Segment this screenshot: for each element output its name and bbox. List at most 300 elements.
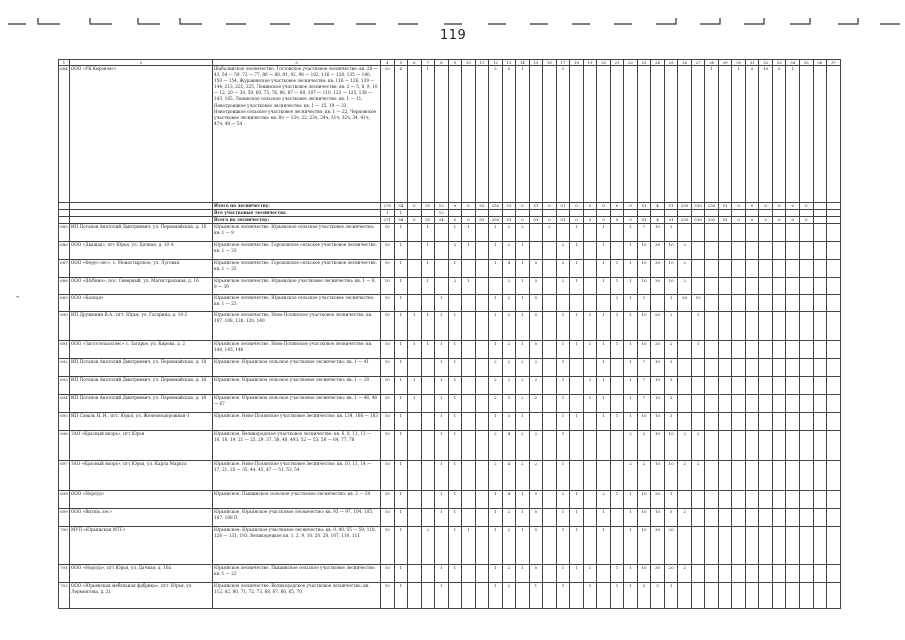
value-cell <box>732 295 746 312</box>
value-cell: 10 <box>651 224 665 242</box>
value-cell: 1 <box>394 509 408 527</box>
value-cell <box>745 341 759 359</box>
value-cell: 0 <box>610 217 624 224</box>
value-cell: 2 <box>678 461 692 491</box>
value-cell <box>718 224 732 242</box>
value-cell: 1 <box>489 565 503 583</box>
value-cell: 10 <box>381 413 395 431</box>
value-cell: 1 <box>408 341 422 359</box>
value-cell <box>529 66 543 203</box>
row-number-cell: 692 <box>59 359 70 377</box>
row-number-cell: 685 <box>59 224 70 242</box>
value-cell <box>462 295 476 312</box>
value-cell <box>435 527 449 565</box>
value-cell: 510 <box>691 203 705 210</box>
column-number: 21 <box>610 60 624 66</box>
value-cell <box>745 413 759 431</box>
value-cell <box>759 210 773 217</box>
value-cell <box>827 312 841 341</box>
value-cell <box>543 341 557 359</box>
forestry-description: Юрьянское лесничество, Ново-Полянское участковое лесничество: кв. 107, 108, 128, 129, 140 <box>213 312 381 341</box>
organization-name: ИП Дружинин В.А., пгт. Юрья, ул. Гагарина, д. 10-2 <box>70 312 213 341</box>
value-cell: 1 <box>516 341 530 359</box>
value-cell: 1 <box>394 395 408 413</box>
value-cell <box>813 377 827 395</box>
value-cell: 51 <box>718 203 732 210</box>
value-cell <box>421 377 435 395</box>
value-cell: 1 <box>516 491 530 509</box>
value-cell <box>813 509 827 527</box>
forestry-description: Юрьянское лесничество, Гороховское сельское участковое лесничество: кв. 1 — 33 <box>213 242 381 260</box>
table-row <box>59 224 841 242</box>
value-cell: 51 <box>637 217 651 224</box>
value-cell <box>421 359 435 377</box>
value-cell <box>759 527 773 565</box>
value-cell: 2 <box>664 312 678 341</box>
value-cell <box>772 565 786 583</box>
value-cell: 2 <box>489 377 503 395</box>
value-cell: 30 <box>651 278 665 295</box>
value-cell <box>570 431 584 461</box>
value-cell <box>421 295 435 312</box>
value-cell: 30 <box>678 295 692 312</box>
value-cell: 10 <box>651 377 665 395</box>
value-cell <box>529 224 543 242</box>
row-number-cell: 699 <box>59 509 70 527</box>
value-cell <box>732 565 746 583</box>
value-cell: 1 <box>394 224 408 242</box>
value-cell <box>448 583 462 609</box>
value-cell <box>705 583 719 609</box>
forestry-description: Юрьянское лесничество, Юрьянское участковое лесничество: кв. 1 — 8, 9 — 39 <box>213 278 381 295</box>
value-cell <box>813 242 827 260</box>
value-cell: 1 <box>610 413 624 431</box>
value-cell <box>827 203 841 210</box>
value-cell: 255 <box>705 217 719 224</box>
table-row <box>59 461 841 491</box>
value-cell: 1 <box>448 431 462 461</box>
value-cell: 10 <box>759 66 773 203</box>
value-cell <box>543 278 557 295</box>
value-cell: 1 <box>489 509 503 527</box>
value-cell <box>759 359 773 377</box>
value-cell <box>827 217 841 224</box>
value-cell <box>786 210 800 217</box>
value-cell: 30 <box>651 565 665 583</box>
organization-name: ИП Потапов Анатолий Дмитриевич, ул. Первомайская, д. 18 <box>70 395 213 413</box>
value-cell <box>408 224 422 242</box>
value-cell: 0 <box>543 217 557 224</box>
column-number: 28 <box>705 60 719 66</box>
value-cell <box>705 224 719 242</box>
value-cell <box>759 491 773 509</box>
value-cell <box>583 260 597 278</box>
value-cell <box>678 491 692 509</box>
value-cell: 1 <box>624 224 638 242</box>
value-cell <box>408 66 422 203</box>
value-cell: 1 <box>732 66 746 203</box>
value-cell <box>799 312 813 341</box>
value-cell: 1 <box>556 431 570 461</box>
value-cell <box>705 377 719 395</box>
value-cell <box>705 341 719 359</box>
value-cell <box>813 565 827 583</box>
value-cell <box>705 395 719 413</box>
value-cell: 1 <box>570 413 584 431</box>
value-cell <box>786 377 800 395</box>
value-cell <box>827 278 841 295</box>
value-cell: 0 <box>799 217 813 224</box>
forestry-description: Шабалинское лесничество, Гостовское участковое лесничество: кв. 28 — 43, 54 — 59, 72 — 77, 86 — 88, 91, 92, 98 — 102, 116 — 120, 135 — 140, 150 — 154, Журавинское участковое лесничество: кв. 116 — 126, 139 — 144, 213, 221, 225, Ленинское участковое лесничество: кв. 2 — 5, 8, 9, 10 — 12, 20 — 30, 59, 60, 75, 76, 86, 87 — 89, 107 — 110, 122 — 125, 138 — 143, 165, Ленинское сельское участковое лесничество: кв. 1 — 11, Новотроицкое участковое лесничество: кв. 1 — 15, 19 — 33, Новотроицкое сельское участковое лесничество: кв. 1 — 22, Черновское участковое лесничество: кв. 8ч — 13ч, 22, 23ч, 24ч, 31ч, 32ч, 34, 41ч, 47ч, 48 — 54 <box>213 66 381 203</box>
value-cell: 1 <box>448 341 462 359</box>
value-cell: 1 <box>610 583 624 609</box>
value-cell <box>786 395 800 413</box>
table-row <box>59 278 841 295</box>
value-cell: 2 <box>448 242 462 260</box>
value-cell <box>421 491 435 509</box>
value-cell <box>448 210 462 217</box>
value-cell <box>610 66 624 203</box>
value-cell <box>772 377 786 395</box>
value-cell <box>745 431 759 461</box>
value-cell: 1 <box>610 260 624 278</box>
row-number-cell: 696 <box>59 431 70 461</box>
value-cell <box>732 359 746 377</box>
value-cell: 1 <box>394 431 408 461</box>
value-cell <box>597 565 611 583</box>
value-cell: 510 <box>691 217 705 224</box>
column-number: 14 <box>516 60 530 66</box>
value-cell: 10 <box>664 242 678 260</box>
value-cell <box>421 509 435 527</box>
value-cell <box>475 312 489 341</box>
column-number: 36 <box>813 60 827 66</box>
value-cell <box>772 242 786 260</box>
value-cell: 1 <box>394 312 408 341</box>
table-row <box>59 509 841 527</box>
value-cell: 1 <box>583 583 597 609</box>
value-cell: 1 <box>462 527 476 565</box>
value-cell: 1 <box>597 359 611 377</box>
value-cell <box>718 242 732 260</box>
value-cell <box>786 565 800 583</box>
value-cell <box>435 278 449 295</box>
value-cell: 0 <box>732 217 746 224</box>
value-cell: 1 <box>489 242 503 260</box>
value-cell: 1 <box>435 295 449 312</box>
value-cell: 1 <box>624 583 638 609</box>
value-cell: 2 <box>678 565 692 583</box>
value-cell <box>691 565 705 583</box>
value-cell: 1 <box>516 527 530 565</box>
value-cell: 1 <box>421 242 435 260</box>
value-cell: 7 <box>637 359 651 377</box>
column-number: 17 <box>556 60 570 66</box>
value-cell: 2 <box>489 359 503 377</box>
value-cell <box>408 461 422 491</box>
value-cell <box>827 527 841 565</box>
value-cell <box>408 242 422 260</box>
value-cell <box>813 359 827 377</box>
value-cell <box>718 413 732 431</box>
value-cell <box>570 461 584 491</box>
value-cell <box>786 278 800 295</box>
value-cell: 1 <box>610 312 624 341</box>
value-cell: 53 <box>475 203 489 210</box>
value-cell <box>475 527 489 565</box>
value-cell <box>718 461 732 491</box>
value-cell: 1 <box>556 413 570 431</box>
value-cell <box>543 413 557 431</box>
value-cell <box>462 431 476 461</box>
value-cell <box>583 210 597 217</box>
value-cell: 1 <box>570 312 584 341</box>
value-cell: 0 <box>570 217 584 224</box>
value-cell: 5 <box>745 66 759 203</box>
value-cell <box>745 377 759 395</box>
value-cell <box>827 461 841 491</box>
table-row <box>59 377 841 395</box>
value-cell <box>678 377 692 395</box>
forestry-description: Юрьянское лесничество, Юрьянское сельское участковое лесничество: кв. 1 — 23 <box>213 295 381 312</box>
value-cell: 2 <box>502 341 516 359</box>
value-cell: 2 <box>516 395 530 413</box>
value-cell: 5 <box>502 66 516 203</box>
value-cell <box>772 491 786 509</box>
org-cell <box>70 210 213 217</box>
value-cell: 10 <box>637 509 651 527</box>
value-cell <box>718 66 732 203</box>
value-cell <box>637 210 651 217</box>
value-cell: 7 <box>637 377 651 395</box>
value-cell <box>799 377 813 395</box>
value-cell: 2 <box>691 461 705 491</box>
value-cell: 1 <box>394 210 408 217</box>
value-cell: 10 <box>381 278 395 295</box>
column-number: 12 <box>489 60 503 66</box>
value-cell <box>786 359 800 377</box>
value-cell <box>691 66 705 203</box>
value-cell <box>475 359 489 377</box>
value-cell: 2 <box>516 377 530 395</box>
value-cell <box>799 210 813 217</box>
organization-name: ООО «УК Кировлес» <box>70 66 213 203</box>
value-cell: 1 <box>462 224 476 242</box>
value-cell: 10 <box>381 583 395 609</box>
value-cell: 1 <box>597 527 611 565</box>
value-cell: 1 <box>435 431 449 461</box>
value-cell: 1 <box>516 278 530 295</box>
row-number-cell: 702 <box>59 583 70 609</box>
column-number: 13 <box>502 60 516 66</box>
value-cell <box>691 413 705 431</box>
column-number: 24 <box>651 60 665 66</box>
value-cell <box>827 413 841 431</box>
column-number: 10 <box>462 60 476 66</box>
value-cell <box>759 341 773 359</box>
value-cell <box>813 461 827 491</box>
value-cell: 10 <box>637 278 651 295</box>
forestry-description: Юрьянское лесничество, Гороховское сельское участковое лесничество: кв. 1 — 32 <box>213 260 381 278</box>
value-cell <box>732 431 746 461</box>
value-cell: 1 <box>489 491 503 509</box>
value-cell: 1 <box>597 509 611 527</box>
value-cell <box>786 527 800 565</box>
value-cell: 1 <box>556 565 570 583</box>
value-cell: 1 <box>570 242 584 260</box>
value-cell: 3 <box>664 377 678 395</box>
value-cell: 1 <box>556 395 570 413</box>
value-cell: 1 <box>570 565 584 583</box>
value-cell: 3 <box>664 224 678 242</box>
forestry-description: Юрьянское, Юрьянское участковое лесничество: кв. 93 — 97, 104, 105, 107, 108 П <box>213 509 381 527</box>
value-cell <box>583 278 597 295</box>
value-cell <box>718 377 732 395</box>
value-cell <box>718 527 732 565</box>
value-cell <box>772 583 786 609</box>
value-cell: 1 <box>624 278 638 295</box>
value-cell: 1 <box>394 341 408 359</box>
forestry-description: Юрьянское: Юрьянское участковое лесничество: кв. 9, 40, 55 — 59, 118, 126 — 131, 193, Великорецкое кв. 1, 2, 9, 10, 20, 28, 107, 110, 111 <box>213 527 381 565</box>
value-cell <box>813 527 827 565</box>
value-cell <box>827 341 841 359</box>
value-cell <box>610 509 624 527</box>
organization-name: ООО «Норлуд» <box>70 491 213 509</box>
value-cell: 10 <box>381 224 395 242</box>
total-row <box>59 203 841 210</box>
value-cell: 2 <box>678 242 692 260</box>
value-cell: 10 <box>637 242 651 260</box>
value-cell <box>583 224 597 242</box>
value-cell: 2 <box>516 359 530 377</box>
value-cell: 0 <box>543 203 557 210</box>
value-cell: 1 <box>435 461 449 491</box>
value-cell: 2 <box>637 461 651 491</box>
value-cell: 54 <box>394 217 408 224</box>
value-cell: 0 <box>448 217 462 224</box>
value-cell: 51 <box>502 217 516 224</box>
value-cell <box>705 295 719 312</box>
value-cell <box>799 583 813 609</box>
value-cell <box>799 491 813 509</box>
value-cell <box>827 431 841 461</box>
forestry-description: Юрьянское, Юрьянское сельское участковое лесничество: кв. 1 — 18 <box>213 377 381 395</box>
org-cell <box>70 203 213 210</box>
value-cell: 1 <box>516 242 530 260</box>
table-row <box>59 565 841 583</box>
total-label: Всего по лесничеству: <box>213 217 381 224</box>
value-cell: 1 <box>435 359 449 377</box>
column-number: 34 <box>786 60 800 66</box>
value-cell: 10 <box>651 431 665 461</box>
value-cell: 3 <box>502 413 516 431</box>
value-cell <box>610 210 624 217</box>
value-cell: 10 <box>381 431 395 461</box>
value-cell: 1 <box>394 565 408 583</box>
value-cell: 10 <box>381 260 395 278</box>
forestry-description: Юрьянское, Ново-Полянское участковое лесничество: кв. 134, 166 — 183 <box>213 413 381 431</box>
value-cell <box>691 260 705 278</box>
value-cell <box>827 260 841 278</box>
value-cell: 5 <box>529 527 543 565</box>
value-cell: 270 <box>381 203 395 210</box>
table-row <box>59 312 841 341</box>
value-cell <box>705 431 719 461</box>
organization-name: ИП Потапов Анатолий Дмитриевич, ул. Первомайская, д. 18 <box>70 377 213 395</box>
table-row <box>59 260 841 278</box>
value-cell <box>705 509 719 527</box>
value-cell: 51 <box>556 203 570 210</box>
value-cell: 1 <box>624 377 638 395</box>
column-number: 4 <box>381 60 395 66</box>
value-cell: 30 <box>651 242 665 260</box>
value-cell: 255 <box>489 203 503 210</box>
value-cell <box>435 224 449 242</box>
value-cell <box>745 278 759 295</box>
value-cell: 5 <box>529 312 543 341</box>
value-cell: 5 <box>529 509 543 527</box>
value-cell <box>475 260 489 278</box>
value-cell: 1 <box>570 260 584 278</box>
value-cell <box>718 565 732 583</box>
value-cell: 1 <box>421 341 435 359</box>
page-number: 119 <box>440 28 467 43</box>
value-cell <box>543 210 557 217</box>
value-cell: 1 <box>583 312 597 341</box>
value-cell: 1 <box>408 312 422 341</box>
value-cell: 1 <box>624 260 638 278</box>
value-cell: 2 <box>529 461 543 491</box>
column-number: 32 <box>759 60 773 66</box>
value-cell: 3 <box>664 359 678 377</box>
value-cell <box>543 295 557 312</box>
value-cell: 10 <box>637 491 651 509</box>
value-cell: 1 <box>394 461 408 491</box>
value-cell: 1 <box>597 413 611 431</box>
value-cell <box>678 527 692 565</box>
value-cell: 10 <box>651 395 665 413</box>
value-cell <box>610 431 624 461</box>
value-cell: 1 <box>691 341 705 359</box>
value-cell: 4 <box>651 217 665 224</box>
value-cell <box>732 224 746 242</box>
value-cell <box>475 395 489 413</box>
value-cell: 5 <box>529 341 543 359</box>
table-row <box>59 395 841 413</box>
value-cell: 4 <box>502 431 516 461</box>
value-cell <box>408 565 422 583</box>
binding-marks-svg <box>0 12 905 28</box>
value-cell: 2 <box>678 509 692 527</box>
value-cell: 2 <box>502 278 516 295</box>
value-cell <box>597 210 611 217</box>
column-number: 35 <box>799 60 813 66</box>
value-cell <box>759 224 773 242</box>
column-number: 27 <box>691 60 705 66</box>
value-cell: 1 <box>583 377 597 395</box>
value-cell: 2 <box>502 527 516 565</box>
value-cell: 1 <box>583 565 597 583</box>
value-cell <box>597 583 611 609</box>
value-cell: 2 <box>421 527 435 565</box>
value-cell <box>813 66 827 203</box>
total-row <box>59 217 841 224</box>
value-cell <box>583 295 597 312</box>
value-cell: 1 <box>691 312 705 341</box>
column-number: 6 <box>408 60 422 66</box>
table-row <box>59 359 841 377</box>
value-cell <box>570 210 584 217</box>
